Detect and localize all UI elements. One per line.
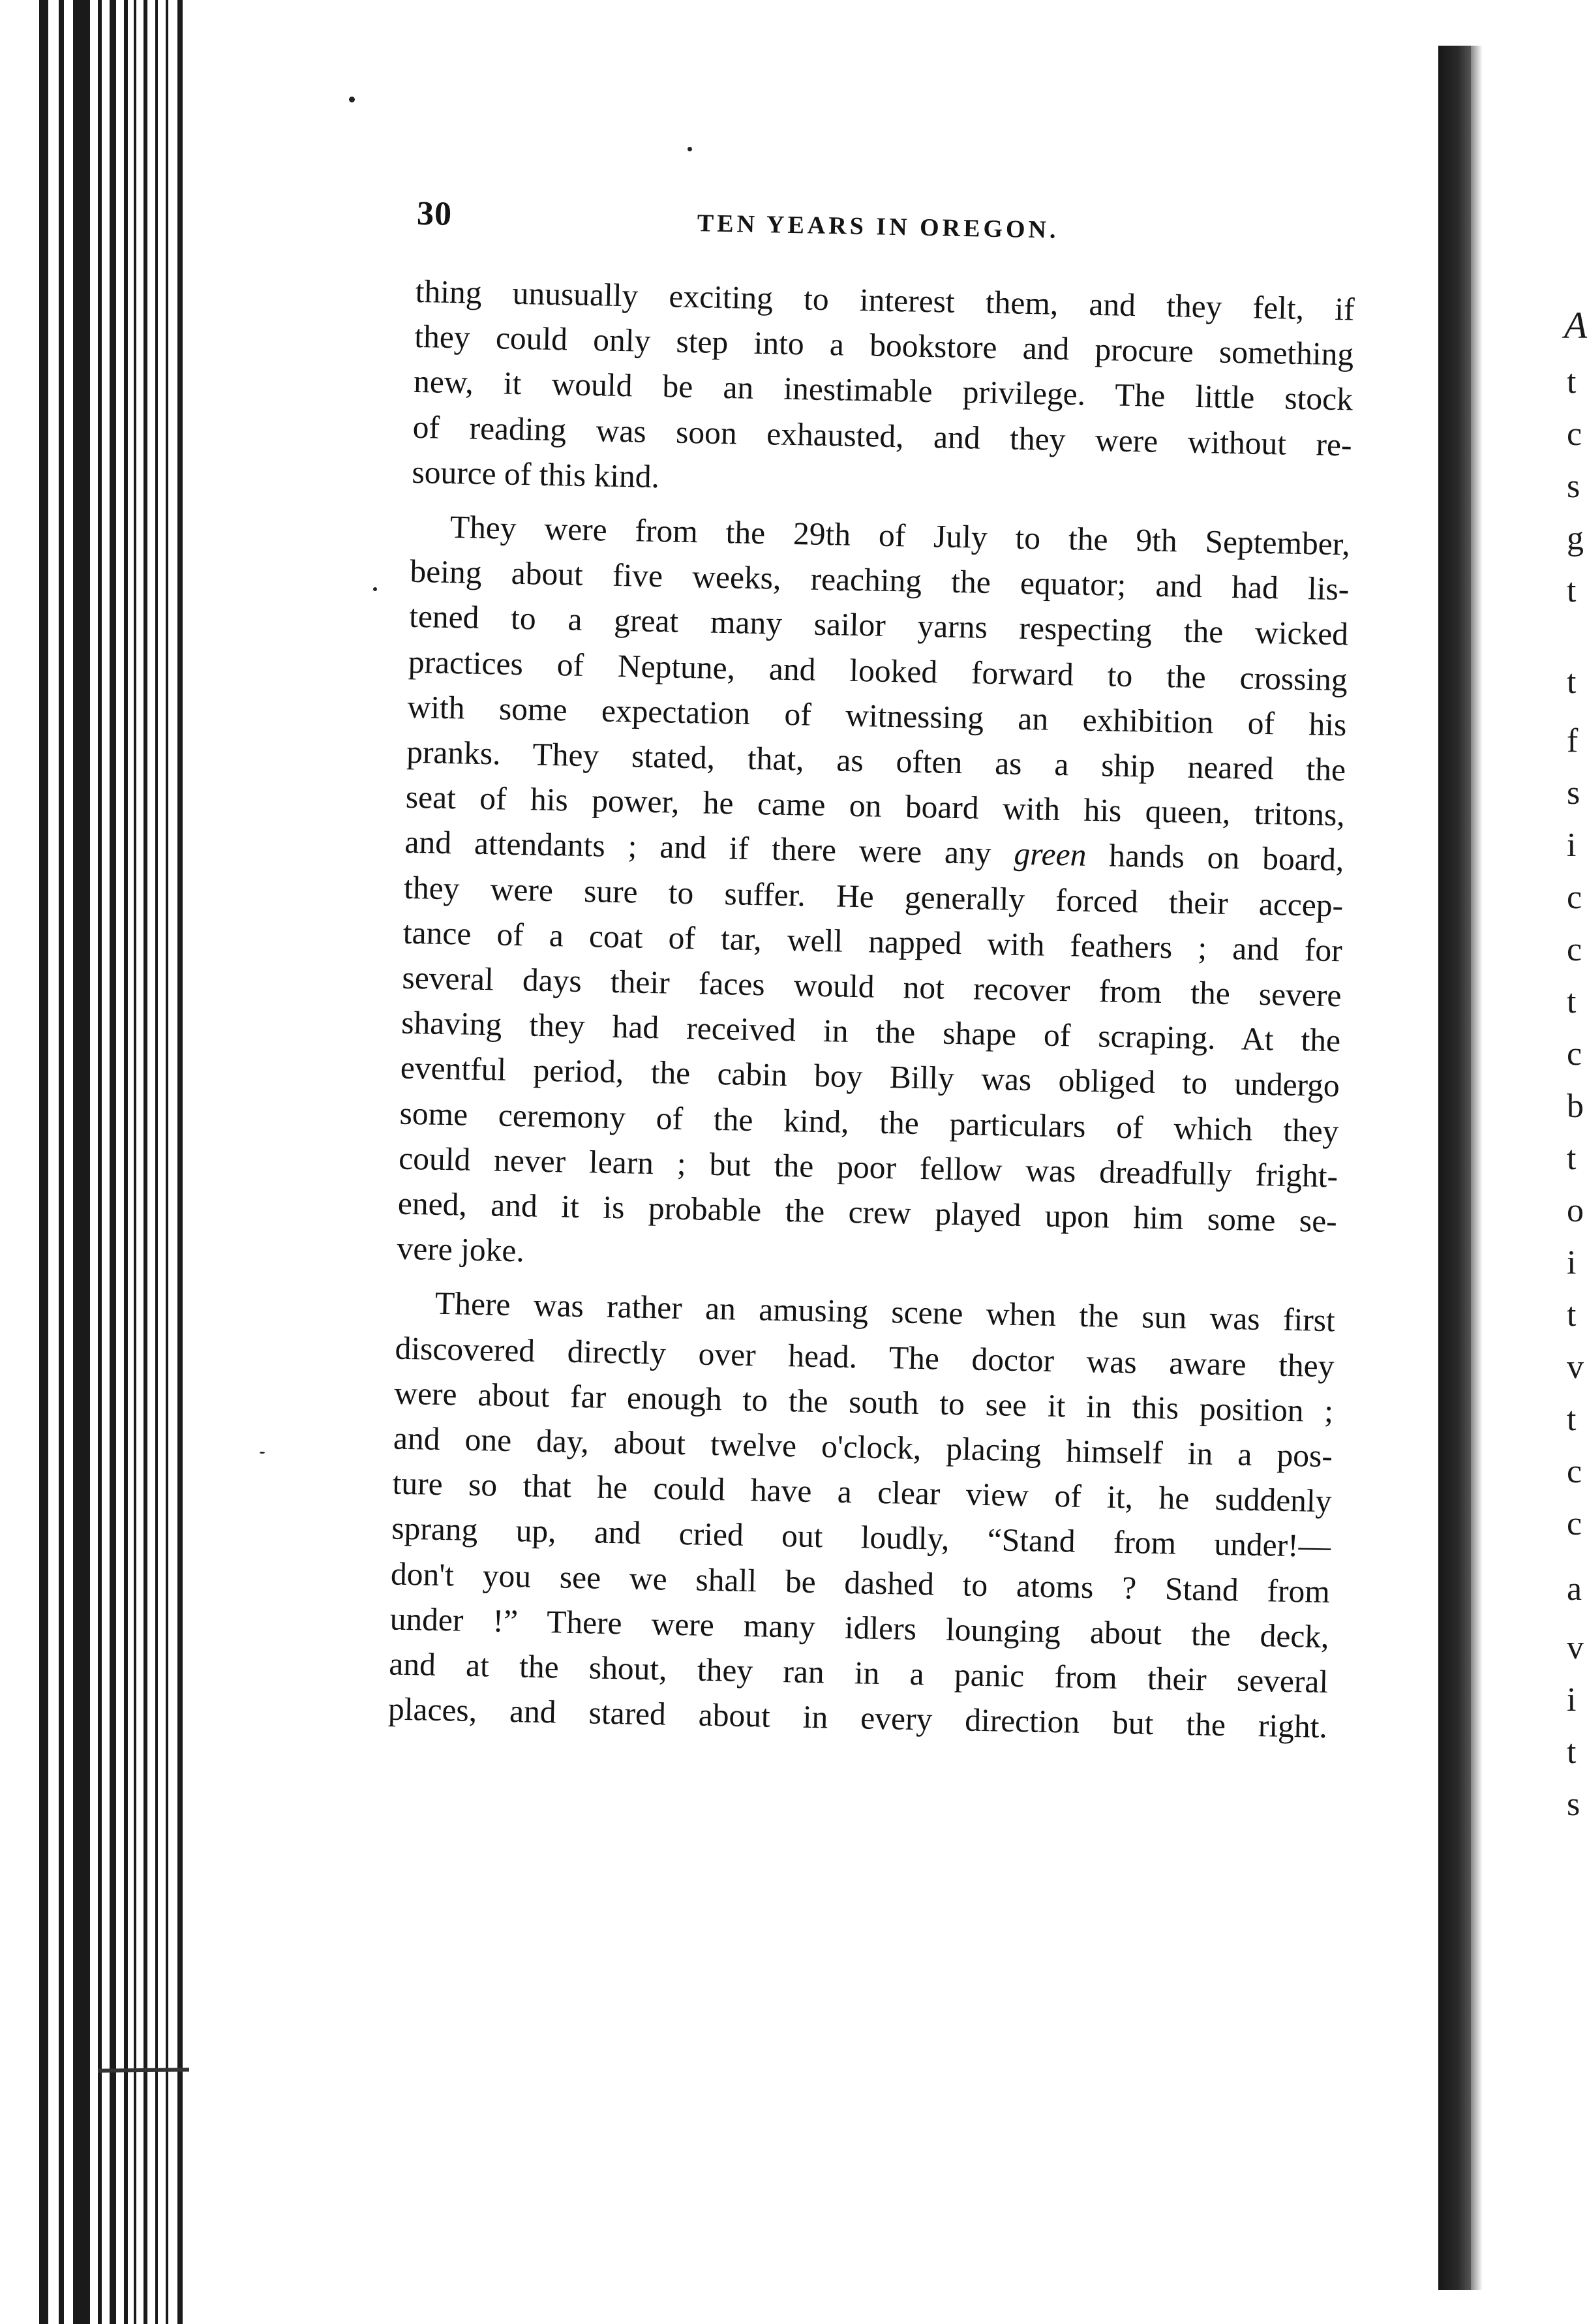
stray-speck bbox=[260, 1452, 265, 1454]
text-line: could never learn ; but the poor fellow was dreadfully fright- bbox=[398, 1140, 1338, 1195]
facing-page-letter: a bbox=[1567, 1570, 1582, 1608]
text-line: tance of a coat of tar, well napped with feathers ; and for bbox=[402, 914, 1343, 969]
facing-page-letter: f bbox=[1567, 722, 1579, 759]
facing-page-letter: t bbox=[1567, 983, 1577, 1020]
facing-page-letter: s bbox=[1567, 774, 1580, 812]
stray-speck bbox=[349, 97, 355, 102]
facing-page-letter: c bbox=[1567, 879, 1582, 916]
facing-page-letter: t bbox=[1567, 1734, 1577, 1771]
text-line: and attendants ; and if there were any green hands on board, bbox=[404, 824, 1344, 878]
paragraph bbox=[397, 504, 1350, 1289]
text-line: shaving they had received in the shape of scraping. At the bbox=[401, 1004, 1341, 1059]
facing-page-letter: i bbox=[1567, 1244, 1577, 1281]
facing-page-letter: g bbox=[1567, 520, 1584, 557]
facing-page-letter: v bbox=[1567, 1349, 1584, 1386]
facing-page-letter: i bbox=[1567, 1681, 1577, 1719]
text-line: tened to a great many sailor yarns respecting the wicked bbox=[408, 598, 1349, 652]
text-line: were about far enough to the south to see it in this position ; bbox=[393, 1375, 1334, 1430]
facing-page-letter: s bbox=[1567, 468, 1580, 505]
text-line: with some expectation of witnessing an exhibition of his bbox=[407, 688, 1347, 743]
binding-stripe bbox=[166, 0, 168, 2324]
facing-page-gutter bbox=[1438, 46, 1471, 2290]
binding-stripe bbox=[134, 0, 136, 2324]
binding-stripe bbox=[155, 0, 158, 2324]
facing-page-letter: t bbox=[1567, 1140, 1577, 1177]
book-binding-edge bbox=[0, 0, 189, 2324]
facing-page-gutter-shade bbox=[1471, 46, 1483, 2290]
stray-speck bbox=[688, 147, 692, 151]
text-line: of reading was soon exhausted, and they were without re- bbox=[412, 408, 1353, 463]
binding-stripe bbox=[39, 0, 48, 2324]
facing-page-letter: i bbox=[1567, 827, 1577, 864]
text-line: new, it would be an inestimable privilege. The little stock bbox=[413, 363, 1353, 418]
facing-page-letter: c bbox=[1567, 1505, 1582, 1542]
text-line: and one day, about twelve o'clock, placing himself in a pos- bbox=[393, 1420, 1333, 1475]
text-line: they could only step into a bookstore and procure something bbox=[414, 318, 1354, 373]
facing-page-letter: b bbox=[1567, 1088, 1584, 1125]
text-line: places, and stared about in every direction but the right. bbox=[387, 1690, 1328, 1745]
text-line: and at the shout, they ran in a panic from their several bbox=[388, 1645, 1329, 1700]
paragraph bbox=[412, 269, 1355, 513]
facing-page-letter: o bbox=[1567, 1192, 1584, 1229]
text-line: practices of Neptune, and looked forward to the crossing bbox=[408, 643, 1348, 698]
book-page bbox=[322, 183, 1356, 1750]
text-line: eventful period, the cabin boy Billy was obliged to undergo bbox=[400, 1050, 1340, 1104]
text-line: vere joke. bbox=[397, 1230, 525, 1269]
text-line: several days their faces would not recover from the severe bbox=[402, 959, 1342, 1014]
text-line: they were sure to suffer. He generally forced their accep- bbox=[403, 869, 1344, 924]
text-line: ened, and it is probable the crew played upon him some se- bbox=[397, 1185, 1338, 1240]
facing-page-letter: s bbox=[1567, 1786, 1580, 1823]
facing-page-letter: t bbox=[1567, 1401, 1577, 1438]
binding-stripe bbox=[144, 0, 147, 2324]
binding-stripe bbox=[98, 0, 102, 2324]
text-line: some ceremony of the kind, the particulars of which they bbox=[399, 1095, 1339, 1149]
facing-page-letter: c bbox=[1567, 1035, 1582, 1073]
italic-word: green bbox=[1014, 836, 1087, 874]
running-head bbox=[351, 183, 1356, 261]
facing-page-letter: A bbox=[1564, 304, 1587, 346]
facing-page bbox=[1438, 0, 1584, 2324]
facing-page-letter: t bbox=[1567, 363, 1577, 401]
text-line: don't you see we shall be dashed to atoms ? Stand from bbox=[390, 1555, 1331, 1610]
text-line: thing unusually exciting to interest them, and they felt, if bbox=[415, 273, 1355, 328]
text-line: being about five weeks, reaching the equator; and had lis- bbox=[410, 553, 1350, 607]
binding-stripe bbox=[59, 0, 64, 2324]
text-line: There was rather an amusing scene when the sun was first bbox=[434, 1285, 1336, 1339]
facing-page-letter: t bbox=[1567, 1296, 1577, 1334]
text-line: under !” There were many idlers lounging about the deck, bbox=[389, 1600, 1330, 1655]
text-line: discovered directly over head. The doctor was aware they bbox=[395, 1330, 1335, 1384]
binding-stripe bbox=[110, 0, 116, 2324]
body-text bbox=[322, 268, 1355, 1750]
facing-page-letter: c bbox=[1567, 1453, 1582, 1490]
text-line: seat of his power, he came on board with his queen, tritons, bbox=[405, 778, 1346, 833]
text-line: sprang up, and cried out loudly, “Stand from under!— bbox=[391, 1510, 1331, 1565]
facing-page-letter: c bbox=[1567, 416, 1582, 453]
text-line: source of this kind. bbox=[411, 453, 660, 495]
text-line: They were from the 29th of July to the 9th September, bbox=[449, 508, 1351, 562]
facing-page-letter: t bbox=[1567, 664, 1577, 701]
binding-stripe bbox=[124, 0, 128, 2324]
page-number: 30 bbox=[416, 194, 453, 233]
text-line: ture so that he could have a clear view of it, he suddenly bbox=[392, 1465, 1333, 1520]
binding-stripe bbox=[73, 0, 90, 2324]
facing-page-letter: c bbox=[1567, 931, 1582, 968]
facing-page-letter: v bbox=[1567, 1629, 1584, 1666]
paragraph bbox=[387, 1280, 1335, 1750]
binding-stripe bbox=[177, 0, 183, 2324]
facing-page-letter: t bbox=[1567, 572, 1577, 609]
running-head-title: TEN YEARS IN OREGON. bbox=[697, 209, 1059, 244]
text-line: pranks. They stated, that, as often as a ship neared the bbox=[406, 733, 1346, 788]
